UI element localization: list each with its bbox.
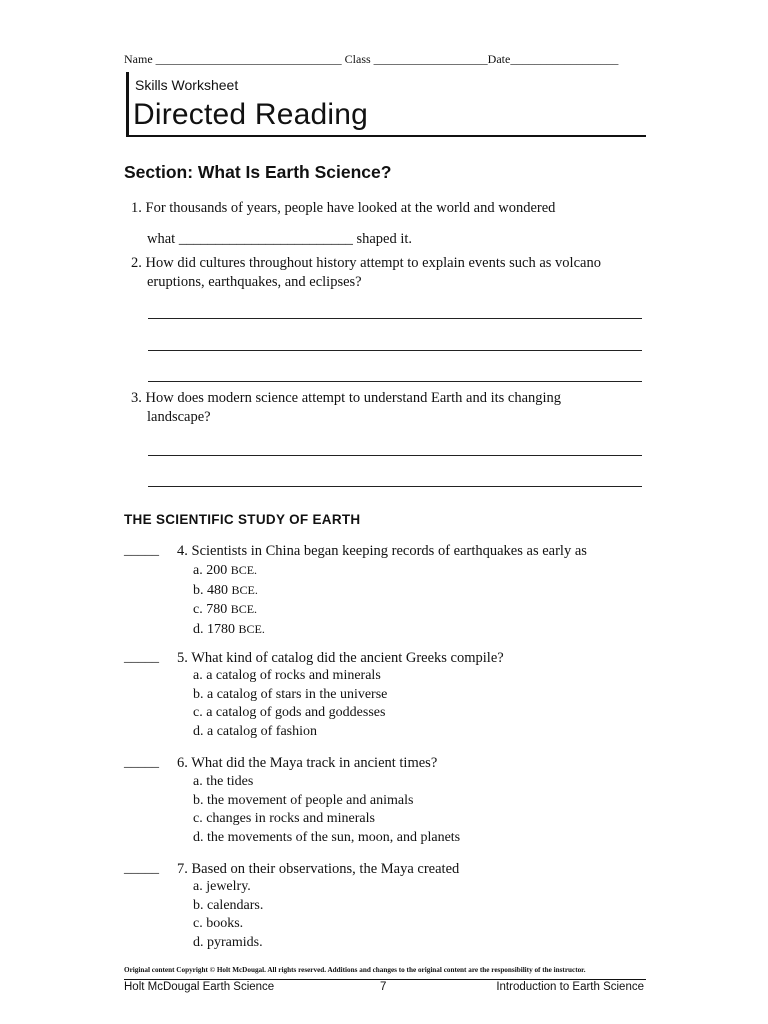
question-number: 1.: [131, 200, 142, 216]
question-text: shaped it.: [356, 231, 413, 247]
option-a[interactable]: a. the tides: [193, 774, 254, 789]
question-number: 3.: [131, 390, 142, 406]
answer-line[interactable]: [148, 486, 642, 487]
answer-blank[interactable]: _____: [124, 650, 159, 665]
footer-rule: [124, 979, 646, 980]
question-6: [177, 754, 437, 773]
section-title: Section: What Is Earth Science?: [124, 162, 392, 182]
question-1-continuation: [147, 230, 412, 249]
class-label: Class: [344, 52, 371, 66]
title-vertical-rule: [126, 72, 129, 135]
option-a[interactable]: a. a catalog of rocks and minerals: [193, 668, 381, 683]
question-2: [131, 254, 601, 292]
answer-line[interactable]: [148, 350, 642, 351]
answer-line[interactable]: [148, 455, 642, 456]
page-number: 7: [380, 981, 387, 993]
copyright-notice: Original content Copyright © Holt McDougal. All rights reserved. Additions and changes to the original content are the responsibility of the instructor.: [124, 966, 586, 974]
date-label: Date: [487, 52, 511, 66]
student-info-line: [124, 52, 618, 67]
question-7: [177, 860, 459, 879]
date-field[interactable]: __________________: [510, 52, 619, 66]
question-1: [131, 199, 555, 218]
question-text: Scientists in China began keeping records of earthquakes as early as: [191, 543, 587, 559]
question-6-options: [193, 773, 460, 848]
option-b[interactable]: b. the movement of people and animals: [193, 792, 414, 808]
fill-in-blank[interactable]: ________________________: [178, 231, 353, 247]
question-text: eruptions, earthquakes, and eclipses?: [147, 274, 362, 290]
question-text: Based on their observations, the Maya created: [191, 861, 460, 877]
question-number: 6.: [177, 755, 188, 771]
option-c[interactable]: c. changes in rocks and minerals: [193, 811, 375, 827]
option-b[interactable]: b. 480 BCE.: [193, 582, 258, 598]
subheading: THE SCIENTIFIC STUDY OF EARTH: [124, 512, 361, 527]
question-text: For thousands of years, people have looked at the world and wondered: [145, 200, 556, 216]
answer-blank[interactable]: _____: [124, 861, 159, 876]
option-d[interactable]: d. 1780 BCE.: [193, 622, 265, 638]
option-d[interactable]: d. pyramids.: [193, 935, 263, 951]
question-text: How did cultures throughout history attempt to explain events such as volcano: [145, 255, 601, 271]
title-horizontal-rule: [126, 135, 646, 137]
option-d[interactable]: d. a catalog of fashion: [193, 724, 318, 740]
question-number: 4.: [177, 543, 188, 559]
footer-publisher: Holt McDougal Earth Science: [124, 981, 275, 993]
question-4-options: [193, 561, 265, 640]
option-c[interactable]: c. 780 BCE.: [193, 602, 258, 618]
option-a[interactable]: a. jewelry.: [193, 879, 251, 894]
question-4: [177, 542, 587, 561]
answer-blank[interactable]: _____: [124, 755, 159, 770]
worksheet-type: Skills Worksheet: [135, 77, 239, 93]
name-field[interactable]: _______________________________: [155, 52, 342, 66]
answer-line[interactable]: [148, 381, 642, 382]
option-a[interactable]: a. 200 BCE.: [193, 563, 258, 578]
question-number: 7.: [177, 861, 188, 877]
option-b[interactable]: b. calendars.: [193, 897, 264, 913]
question-number: 2.: [131, 255, 142, 271]
question-text: How does modern science attempt to understand Earth and its changing: [145, 390, 562, 406]
question-text: What did the Maya track in ancient times?: [191, 755, 438, 771]
question-text: what: [147, 231, 176, 247]
name-label: Name: [124, 52, 153, 66]
answer-blank[interactable]: _____: [124, 543, 159, 558]
question-number: 5.: [177, 650, 188, 666]
question-text: landscape?: [147, 409, 211, 425]
class-field[interactable]: ___________________: [373, 52, 488, 66]
question-text: What kind of catalog did the ancient Greeks compile?: [191, 650, 504, 666]
question-5-options: [193, 667, 387, 742]
option-c[interactable]: c. books.: [193, 916, 244, 932]
page-title: Directed Reading: [133, 98, 368, 131]
option-d[interactable]: d. the movements of the sun, moon, and planets: [193, 830, 461, 846]
option-b[interactable]: b. a catalog of stars in the universe: [193, 686, 388, 702]
footer-chapter: Introduction to Earth Science: [496, 981, 644, 993]
option-c[interactable]: c. a catalog of gods and goddesses: [193, 705, 386, 721]
question-7-options: [193, 878, 263, 953]
answer-line[interactable]: [148, 318, 642, 319]
question-5: [177, 649, 504, 668]
question-3: [131, 389, 561, 427]
